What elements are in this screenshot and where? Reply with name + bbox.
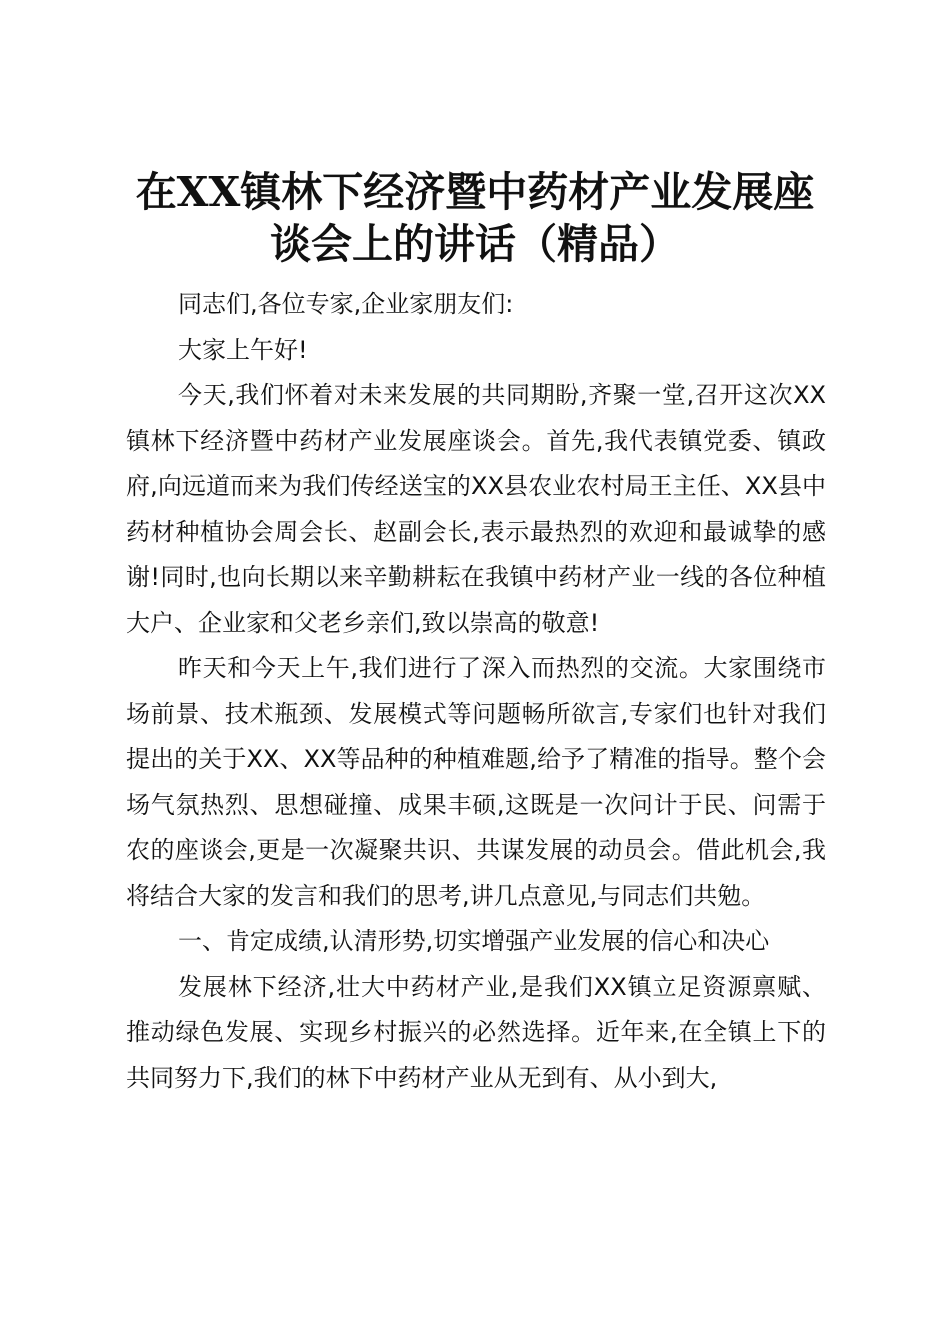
title-line-1: 在XX镇林下经济暨中药材产业发展座 <box>135 168 815 216</box>
salutation-paragraph: 同志们,各位专家,企业家朋友们: <box>178 290 514 318</box>
document-body <box>126 282 826 1101</box>
section-heading-1: 一、肯定成绩,认清形势,切实增强产业发展的信心和决心 <box>178 927 770 955</box>
greeting-paragraph: 大家上午好! <box>178 335 308 364</box>
section-1-paragraph: 发展林下经济,壮大中药材产业,是我们XX镇立足资源禀赋、推动绿色发展、实现乡村振兴的必然选择。近年来,在全镇上下的共同努力下,我们的林下中药材产业从无到有、从小到大, <box>126 972 826 1092</box>
review-paragraph: 昨天和今天上午,我们进行了深入而热烈的交流。大家围绕市场前景、技术瓶颈、发展模式等问题畅所欲言,专家们也针对我们提出的关于XX、XX等品种的种植难题,给予了精准的指导。整个会场气氛热烈、思想碰撞、成果丰硕,这既是一次问计于民、问需于农的座谈会,更是一次凝聚共识、共谋发展的动员会。借此机会,我将结合大家的发言和我们的思考,讲几点意见,与同志们共勉。 <box>126 654 826 910</box>
title-line-2: 谈会上的讲话（精品） <box>270 220 680 268</box>
opening-paragraph: 今天,我们怀着对未来发展的共同期盼,齐聚一堂,召开这次XX镇林下经济暨中药材产业发展座谈会。首先,我代表镇党委、镇政府,向远道而来为我们传经送宝的XX县农业农村局王主任、XX县中药材种植协会周会长、赵副会长,表示最热烈的欢迎和最诚挚的感谢!同时,也向长期以来辛勤耕耘在我镇中药材产业一线的各位种植大户、企业家和父老乡亲们,致以崇高的敬意! <box>126 381 826 637</box>
document-title <box>110 166 840 270</box>
